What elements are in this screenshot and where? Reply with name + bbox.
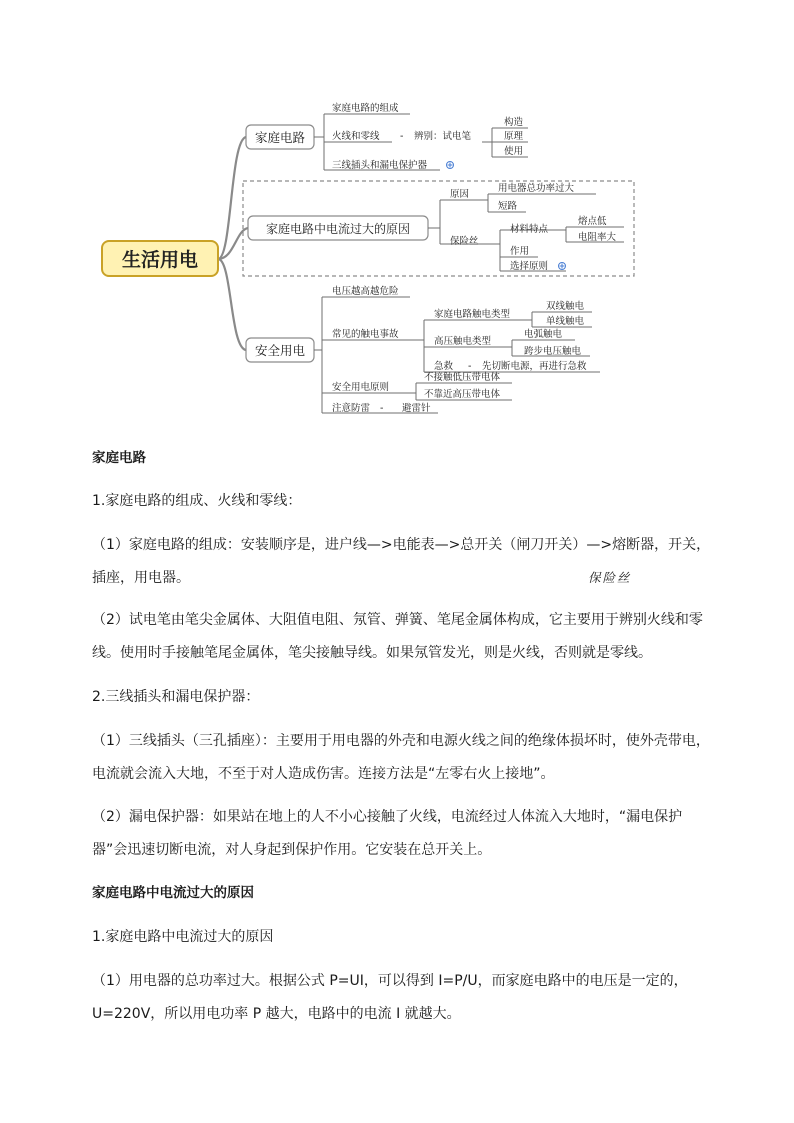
node-arc-shock: 电弧触电 xyxy=(524,329,563,340)
section-heading-current-too-large: 家庭电路中电流过大的原因 xyxy=(92,885,254,901)
node-step-voltage: 跨步电压触电 xyxy=(524,346,582,357)
node-cause: 原因 xyxy=(450,189,470,200)
node-double-wire: 双线触电 xyxy=(546,301,585,312)
node-usage: 使用 xyxy=(504,146,524,157)
branch-connector xyxy=(218,259,246,350)
paragraph: 2.三线插头和漏电保护器： xyxy=(92,689,260,705)
branch-safe-electricity: 安全用电 xyxy=(254,343,306,358)
node-high-resistivity: 电阻率大 xyxy=(578,232,617,243)
node-home-shock-type: 家庭电路触电类型 xyxy=(434,309,511,320)
mind-map xyxy=(0,0,794,430)
node-common-accidents: 常见的触电事故 xyxy=(332,329,399,340)
node-live-neutral: 火线和零线 xyxy=(332,131,380,142)
dash-separator: - xyxy=(380,403,384,414)
paragraph: （2）试电笔由笔尖金属体、大阻值电阻、氖管、弹簧、笔尾金属体构成，它主要用于辨别火线和零线。使用时手接触笔尾金属体，笔尖接触导线。如果氖管发光，则是火线，否则就是零线。 xyxy=(92,612,703,661)
node-fuse: 保险丝 xyxy=(450,236,479,247)
handwritten-note: 保险丝 xyxy=(588,570,632,585)
paragraph: 1.家庭电路的组成、火线和零线： xyxy=(92,493,302,509)
expand-plus-icon[interactable] xyxy=(559,263,566,270)
branch-connector xyxy=(218,137,246,259)
paragraph: （1）三线插头（三孔插座）：主要用于用电器的外壳和电源火线之间的绝缘体损坏时，使外壳带电，电流就会流入大地，不至于对人造成伤害。连接方法是“左零右火上接地”。 xyxy=(92,733,710,782)
dash-separator: - xyxy=(468,361,472,372)
node-three-wire-plug: 三线插头和漏电保护器 xyxy=(332,160,428,171)
node-total-power: 用电器总功率过大 xyxy=(498,183,575,194)
branch-home-circuit: 家庭电路 xyxy=(254,130,306,145)
node-low-melting: 熔点低 xyxy=(578,216,607,227)
expand-plus-icon[interactable] xyxy=(447,162,454,169)
node-no-touch-low: 不接触低压带电体 xyxy=(424,372,501,383)
node-first-aid-detail: 先切断电源，再进行急救 xyxy=(482,361,587,372)
node-function: 作用 xyxy=(510,246,530,257)
branch-current-too-large: 家庭电路中电流过大的原因 xyxy=(265,222,411,236)
node-single-wire: 单线触电 xyxy=(546,316,585,327)
node-high-voltage-type: 高压触电类型 xyxy=(434,336,492,347)
root-node-label: 生活用电 xyxy=(121,249,199,271)
node-first-aid: 急救 xyxy=(434,361,454,372)
node-lightning: 注意防雷 xyxy=(332,403,371,414)
node-material: 材料特点 xyxy=(510,224,549,235)
node-selection: 选择原则 xyxy=(510,261,549,272)
paragraph: 1.家庭电路中电流过大的原因 xyxy=(92,929,274,945)
node-no-near-high: 不靠近高压带电体 xyxy=(424,389,501,400)
paragraph: （1）用电器的总功率过大。根据公式 P=UI，可以得到 I=P/U，而家庭电路中的电压是一定的，U=220V，所以用电功率 P 越大，电路中的电流 I 就越大。 xyxy=(92,973,688,1022)
node-lightning-rod: 避雷针 xyxy=(402,403,431,414)
node-home-circuit-composition: 家庭电路的组成 xyxy=(332,103,399,114)
dash-separator: - xyxy=(400,131,404,142)
paragraph: （1）家庭电路的组成：安装顺序是，进户线—>电能表—>总开关（闸刀开关）—>熔断器，开关，插座，用电器。 xyxy=(92,537,711,586)
node-short-circuit: 短路 xyxy=(498,201,518,212)
paragraph: （2）漏电保护器：如果站在地上的人不小心接触了火线，电流经过人体流入大地时，“漏电保护器”会迅速切断电流，对人身起到保护作用。它安装在总开关上。 xyxy=(92,809,683,858)
node-principle: 原理 xyxy=(504,131,524,142)
section-heading-home-circuit: 家庭电路 xyxy=(92,450,146,466)
node-safety-principles: 安全用电原则 xyxy=(332,382,390,393)
node-test-pen: 辨别：试电笔 xyxy=(414,131,472,142)
node-higher-voltage: 电压越高越危险 xyxy=(332,286,399,297)
node-structure: 构造 xyxy=(504,117,524,128)
